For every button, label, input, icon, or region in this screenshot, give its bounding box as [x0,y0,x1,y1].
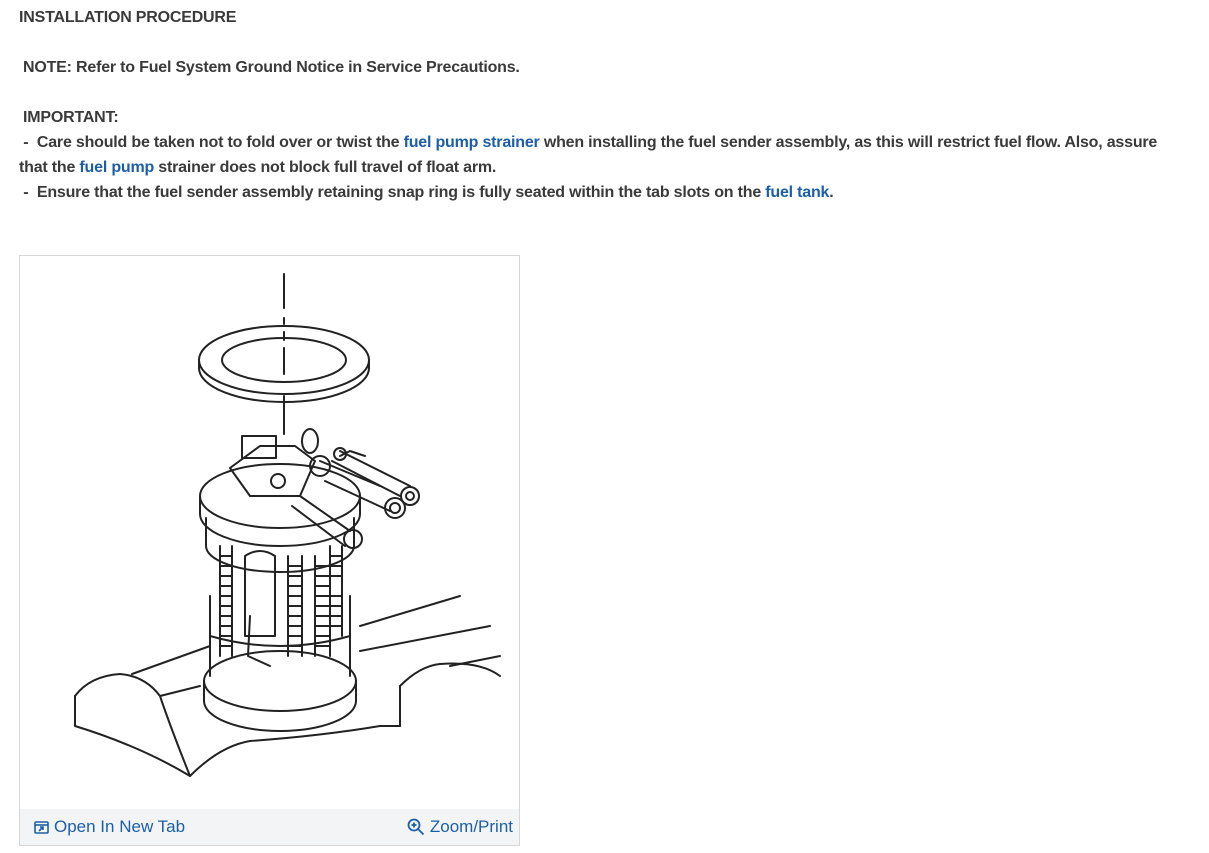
important-label: IMPORTANT: [23,109,119,126]
bullet-1-line2-suffix: strainer does not block full travel of float arm. [154,159,497,176]
bullet-1-line-2 [19,159,496,177]
open-in-new-tab-button[interactable] [34,817,185,837]
bullet-1-prefix: - Care should be taken not to fold over or twist the [19,134,404,151]
figure-panel [19,255,520,846]
bullet-1-line2-prefix: that the [19,159,80,176]
fuel-pump-strainer-link[interactable]: fuel pump strainer [403,134,540,151]
note-text: NOTE: Refer to Fuel System Ground Notice in Service Precautions. [23,59,520,76]
zoom-print-label: Zoom/Print [429,817,513,836]
zoom-print-button[interactable] [407,817,513,837]
zoom-icon [407,818,425,836]
bullet-1-middle: when installing the fuel sender assembly, as this will restrict fuel flow. Also, assure [539,134,1158,151]
open-new-tab-icon [34,821,49,834]
fuel-pump-link[interactable]: fuel pump [79,159,155,176]
page-heading: INSTALLATION PROCEDURE [19,9,237,26]
fuel-sender-diagram [20,256,519,809]
bullet-1-line-1 [19,134,1157,152]
open-in-new-tab-label: Open In New Tab [54,817,186,836]
fuel-tank-link[interactable]: fuel tank [765,184,830,201]
figure-footer [20,809,519,845]
bullet-2-suffix: . [829,184,834,201]
bullet-2 [19,184,834,202]
bullet-2-prefix: - Ensure that the fuel sender assembly retaining snap ring is fully seated within the tab slots on the [19,184,766,201]
